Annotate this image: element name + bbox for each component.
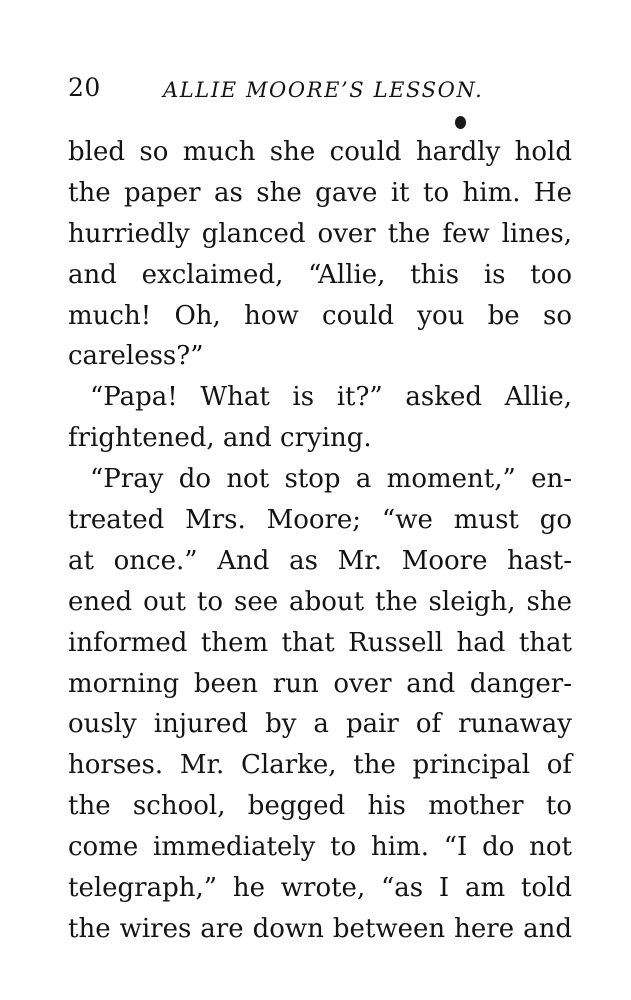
text-line: telegraph,” he wrote, “as I am told: [68, 873, 572, 904]
ink-blot: [455, 116, 466, 129]
text-line: hurriedly glanced over the few lines,: [68, 218, 572, 249]
body-text: [68, 132, 572, 950]
text-line: much! Oh, how could you be so: [68, 300, 572, 331]
running-title: ALLIE MOORE’S LESSON.: [163, 78, 484, 102]
text-line: and exclaimed, “Allie, this is too: [68, 259, 572, 290]
text-line: horses. Mr. Clarke, the principal of: [68, 750, 572, 781]
text-line: informed them that Russell had that: [68, 627, 572, 658]
text-line: ened out to see about the sleigh, she: [68, 586, 572, 617]
text-line: come immediately to him. “I do not: [68, 832, 572, 863]
text-line: the wires are down between here and: [68, 913, 572, 944]
text-line: bled so much she could hardly hold: [68, 137, 572, 167]
text-line: treated Mrs. Moore; “we must go: [68, 505, 572, 536]
text-line: “Pray do not stop a moment,” en-: [90, 464, 572, 495]
text-line: ously injured by a pair of runaway: [68, 709, 572, 740]
page-number: 20: [68, 73, 101, 102]
text-line: “Papa! What is it?” asked Allie,: [90, 382, 572, 413]
text-line: the paper as she gave it to him. He: [68, 177, 572, 208]
text-line: careless?”: [68, 341, 204, 372]
text-line: frightened, and crying.: [68, 423, 372, 454]
running-head: [68, 70, 572, 110]
text-line: morning been run over and danger-: [68, 668, 572, 699]
text-line: the school, begged his mother to: [68, 791, 572, 822]
text-line: at once.” And as Mr. Moore hast-: [68, 545, 572, 576]
